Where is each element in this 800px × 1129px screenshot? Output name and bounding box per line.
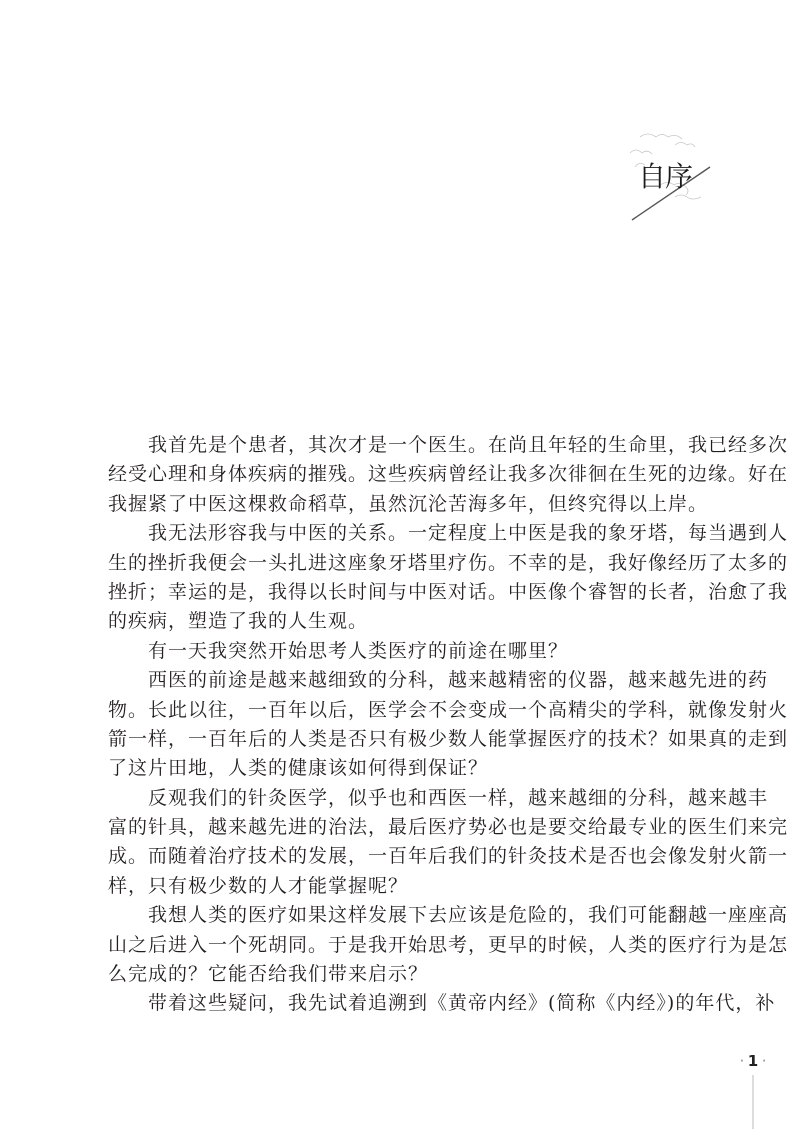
text-line: 成。而随着治疗技术的发展，一百年后我们的针灸技术是否也会像发射火箭一 xyxy=(108,845,789,868)
chapter-heading-ornament xyxy=(620,125,720,225)
text-line: 了这片田地，人类的健康该如何得到保证？ xyxy=(108,757,489,780)
chapter-title: 自序 xyxy=(638,160,693,193)
text-line: 西医的前途是越来越细致的分科，越来越精密的仪器，越来越先进的药 xyxy=(148,669,769,692)
preface-body xyxy=(108,431,789,1019)
text-line: 挫折；幸运的是，我得以长时间与中医对话。中医像个睿智的长者，治愈了我 xyxy=(108,580,789,603)
text-line: 我想人类的医疗如果这样发展下去应该是危险的，我们可能翻越一座座高 xyxy=(148,904,789,927)
text-line: 我握紧了中医这棵救命稻草，虽然沉沦苦海多年，但终究得以上岸。 xyxy=(108,492,709,515)
text-line: 有一天我突然开始思考人类医疗的前途在哪里？ xyxy=(148,639,569,662)
text-line: 箭一样，一百年后的人类是否只有极少数人能掌握医疗的技术？如果真的走到 xyxy=(108,727,789,750)
page-dot-right: · xyxy=(762,1056,767,1067)
text-line: 么完成的？它能否给我们带来启示？ xyxy=(108,963,429,986)
text-line: 山之后进入一个死胡同。于是我开始思考，更早的时候，人类的医疗行为是怎 xyxy=(108,933,789,956)
page-number xyxy=(733,1052,773,1070)
text-line: 的疾病，塑造了我的人生观。 xyxy=(108,610,369,633)
page-dot-left: · xyxy=(739,1056,744,1067)
page-number-value: 1 xyxy=(747,1052,759,1070)
text-line: 反观我们的针灸医学，似乎也和西医一样，越来越细的分科，越来越丰 xyxy=(148,786,769,809)
text-line: 生的挫折我便会一头扎进这座象牙塔里疗伤。不幸的是，我好像经历了太多的 xyxy=(108,551,789,574)
text-line: 带着这些疑问，我先试着追溯到《黄帝内经》(简称《内经》)的年代，补 xyxy=(148,992,776,1015)
text-line: 样，只有极少数的人才能掌握呢？ xyxy=(108,874,409,897)
text-line: 富的针具，越来越先进的治法，最后医疗势必也是要交给最专业的医生们来完 xyxy=(108,816,789,839)
text-line: 经受心理和身体疾病的摧残。这些疾病曾经让我多次徘徊在生死的边缘。好在 xyxy=(108,463,789,486)
text-line: 我无法形容我与中医的关系。一定程度上中医是我的象牙塔，每当遇到人 xyxy=(148,522,789,545)
text-line: 我首先是个患者，其次才是一个医生。在尚且年轻的生命里，我已经多次 xyxy=(148,434,789,456)
margin-rule xyxy=(752,1075,754,1129)
text-line: 物。长此以往，一百年以后，医学会不会变成一个高精尖的学科，就像发射火 xyxy=(108,698,789,721)
